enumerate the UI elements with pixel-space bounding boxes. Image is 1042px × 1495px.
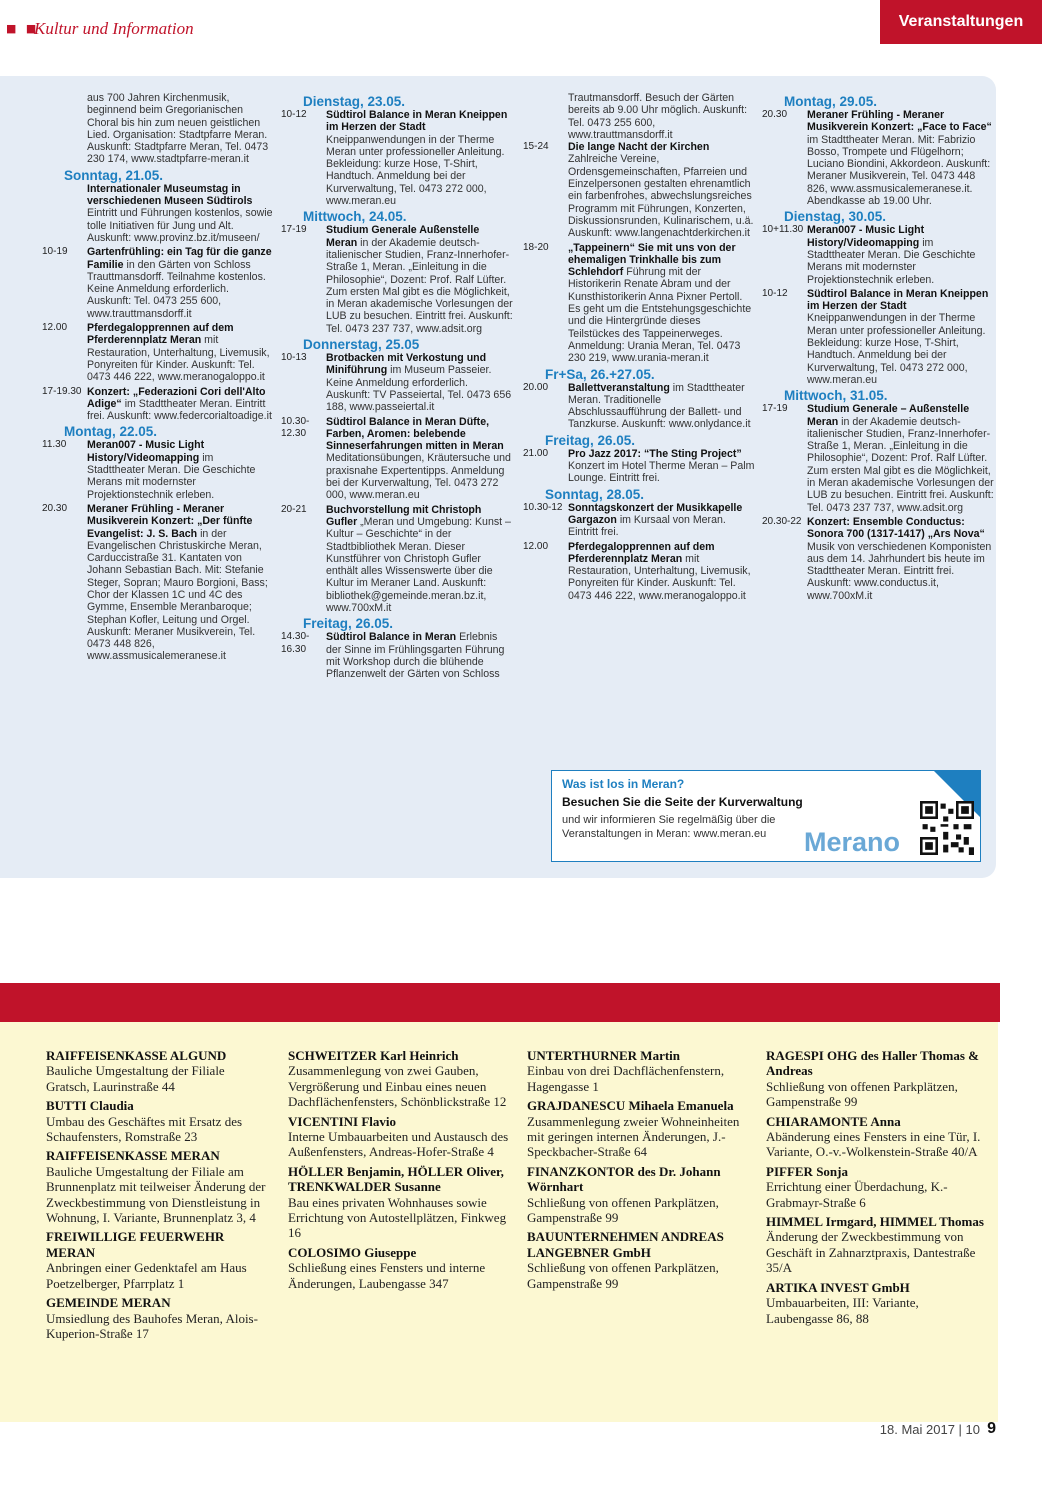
event-name: „Tappeinern“ Sie mit uns von der ehemaligen Trinkhalle bis zum Schlehdorf <box>568 241 736 279</box>
event-description: Zahlreiche Vereine, Ordensgemeinschaften, Pfarreien und Einzelpersonen gestalten ehrenamtlich ein farbenfrohes, abwechslungsreiches Programm mit Führungen, Konzerten, Diskussionsrunden, Kulinarischem, u.ä. Auskunft: www.langenachtderkirchen.it <box>568 153 754 240</box>
permit-item <box>288 1245 510 1291</box>
permit-item <box>527 1048 749 1094</box>
red-divider-bar <box>0 983 1000 1022</box>
permit-description: Zusammenlegung zweier Wohneinheiten mit geringen internen Änderungen, J.-Speckbacher-Straße 64 <box>527 1113 740 1160</box>
permit-applicant: GEMEINDE MERAN <box>46 1295 171 1311</box>
permit-applicant: RAIFFEISENKASSE MERAN <box>46 1148 220 1164</box>
event-description: im Stadttheater Meran. Traditionelle Abschlussaufführung der Ballett- und Tanzkurse. Auskunft: www.onlydance.it <box>568 381 751 431</box>
event-day-heading: Freitag, 26.05. <box>545 432 636 448</box>
event-description: „Meran und Umgebung: Kunst – Kultur – Geschichte“ in der Stadtbibliothek Meran. Dieser Kunstführer von Christoph Gufler enthält alles Wissenswerte über die Kultur im Meraner Land. Auskunft: bibliothek@gemeinde.meran.bz.it, www.700xM.it <box>326 515 511 614</box>
event-time: 20.30 <box>762 109 788 120</box>
event-description: im Stadttheater Meran. Eintritt frei. Auskunft: www.federcorialtoadige.it <box>87 397 272 423</box>
permit-description: Interne Umbauarbeiten und Austausch des Außenfensters, Andreas-Hofer-Straße 4 <box>288 1129 509 1160</box>
event-description: im Museum Passeier. Keine Anmeldung erforderlich. Auskunft: TV Passeiertal, Tel. 0473 656 188, www.passeiertal.it <box>326 364 512 414</box>
page-number: 9 <box>987 1420 996 1437</box>
event-time: 20.30 <box>42 502 68 514</box>
event-name: Gartenfrühling: ein Tag für die ganze Familie <box>87 246 272 271</box>
event-time: 10-12 <box>762 287 788 299</box>
events-column-4 <box>762 92 994 604</box>
event-description: mit Restauration, Unterhaltung, Livemusik, Ponyreiten für Kinder. Auskunft: Tel. 0473 446 222, www.meranogaloppo.it <box>87 334 270 384</box>
events-column-2 <box>281 92 513 682</box>
event-day-heading: Montag, 22.05. <box>64 424 158 440</box>
event-name: Die lange Nacht der Kirchen <box>568 141 710 154</box>
issue-date: 18. Mai 2017 | 10 <box>879 1422 980 1437</box>
event-day-heading: Freitag, 26.05. <box>303 616 394 632</box>
info-box-heading: Was ist los in Meran? <box>562 777 685 791</box>
event-time: 21.00 <box>523 447 549 459</box>
event-description: mit Restauration, Unterhaltung, Livemusik, Ponyreiten für Kinder. Auskunft: Tel. 0473 446 222, www.meranogaloppo.it <box>568 552 751 602</box>
permit-description: Schließung von offenen Parkplätzen, Gampenstraße 99 <box>527 1260 719 1291</box>
event-description: Meditationsübungen, Kräutersuche und praxisnahe Expertentipps. Anmeldung bei der Kurverwaltung, Tel. 0473 272 000, www.meran.eu <box>326 452 511 502</box>
event-item <box>523 541 755 602</box>
event-description: in der Akademie deutsch-italienischer Studien, Franz-Innerhofer-Straße 1, Meran. „Einleitung in die Philosophie“, Dozent: Prof. Ralf Lüfter. Zum ersten Mal gibt es die Möglichkeit, in Meran akademische Vorlesungen der LUB zu besuchen. Eintritt frei. Auskunft: Tel. 0473 237 737, www.adsit.org <box>807 415 994 514</box>
event-name: Ballettveranstaltung <box>568 381 670 394</box>
event-item <box>523 242 755 365</box>
event-day-heading: Dienstag, 30.05. <box>784 209 887 225</box>
event-name: Südtirol Balance in Meran Kneippen im Herzen der Stadt <box>326 109 508 134</box>
permit-item <box>46 1229 268 1291</box>
permit-description: Bau eines privaten Wohnhauses sowie Errichtung von Autostellplätzen, Finkweg 16 <box>288 1194 507 1241</box>
event-name: Pferdegalopprennen auf dem Pferderennplatz Meran <box>87 322 234 347</box>
permit-item <box>527 1098 749 1160</box>
event-time: 10.30-12 <box>523 501 563 513</box>
event-day-heading: Montag, 29.05. <box>784 94 878 109</box>
info-box-text: und wir informieren Sie regelmäßig über die Veranstaltungen in Meran: www.meran.eu <box>562 814 776 840</box>
event-name: Südtirol Balance in Meran Düfte, Farben, Aromen: belebende Sinneserfahrungen mitten in Meran <box>326 415 504 453</box>
permit-applicant: RAIFFEISENKASSE ALGUND <box>46 1048 227 1063</box>
event-time: 17-19 <box>281 224 307 236</box>
event-description: Kneippanwendungen in der Therme Meran unter professioneller Anleitung. Bekleidung: kurze Hose, T-Shirt, Handtuch. Anmeldung bei der Kurverwaltung, Tel. 0473 272 000, www.meran.eu <box>807 312 986 386</box>
permit-item <box>288 1048 510 1110</box>
event-day-heading: Donnerstag, 25.05 <box>303 337 420 353</box>
event-time: 10+11.30 <box>762 224 804 236</box>
event-item <box>42 386 274 423</box>
event-time: 12.00 <box>523 540 549 552</box>
event-name: Konzert: Ensemble Conductus: Sonora 700 (1317-1417) „Ars Nova“ <box>807 515 985 541</box>
event-continuation: aus 700 Jahren Kirchenmusik, beginnend beim Gregorianischen Choral bis hin zum neuen geistlichen Lied. Organisation: Stadtpfarre Meran. Auskunft: Stadtpfarre Meran, Tel. 0473 230 174, www.stadtpfarre-meran.it <box>87 92 269 166</box>
event-time: 20.30-22 <box>762 515 802 527</box>
event-name: Sonntagskonzert der Musikkapelle Gargazon <box>568 501 743 526</box>
permit-item <box>288 1114 510 1160</box>
event-item <box>762 109 994 207</box>
event-description: Führung mit der Historikerin Renate Abram und der Kunsthistorikerin Anna Pixner Pertoll. Es geht um die Entstehungsgeschichte und die Hintergründe dieses Teilstückes des Tappeinerweges. Anmeldung: Urania Meran, Tel. 0473 230 219, www.urania-meran.it <box>568 266 752 365</box>
permit-applicant: CHIARAMONTE Anna <box>766 1113 901 1129</box>
event-item <box>281 352 513 413</box>
event-name: Südtirol Balance in Meran <box>326 631 457 644</box>
event-item <box>762 288 994 386</box>
event-description: Eintritt und Führungen kostenlos, sowie tolle Initiativen für Jung und Alt. Auskunft: www.provinz.bz.it/museen/ <box>87 207 273 244</box>
event-name: Pro Jazz 2017: “The Sting Project” <box>568 447 742 460</box>
permit-description: Umbau des Geschäftes mit Ersatz des Schaufensters, Romstraße 23 <box>46 1113 243 1145</box>
permit-applicant: FREIWILLIGE FEUERWEHR MERAN <box>46 1229 225 1260</box>
event-description: in der Akademie deutsch-italienischer Studien, Franz-Innerhofer-Straße 1, Meran. „Einleitung in die Philosophie“, Dozent: Prof. Ralf Lüfter. Zum ersten Mal gibt es die Möglichkeit, in Meran akademische Vorlesungen der LUB zu besuchen. Eintritt frei. Auskunft: Tel. 0473 237 737, www.adsit.org <box>326 236 513 335</box>
permit-item <box>527 1229 749 1291</box>
event-time: 15-24 <box>523 141 549 153</box>
building-permits-panel <box>0 1022 998 1422</box>
event-time: 11.30 <box>42 439 67 451</box>
event-name: Südtirol Balance in Meran Kneippen im Herzen der Stadt <box>807 287 989 313</box>
event-name: Meran007 - Music Light History/Videomapping <box>807 224 925 249</box>
permit-description: Bauliche Umgestaltung der Filiale am Brunnenplatz mit teilweiser Änderung der Zweckbestimmung von Dienstleistung in Wohnung, I. Variante, Brunnenplatz 3, 4 <box>46 1163 266 1226</box>
event-name: Konzert: „Federazioni Cori dell'Alto Adige“ <box>87 385 266 410</box>
permit-description: Schließung von offenen Parkplätzen, Gampenstraße 99 <box>527 1194 719 1226</box>
events-column-1 <box>42 92 274 665</box>
permits-column-4 <box>766 1048 988 1330</box>
permit-applicant: COLOSIMO Giuseppe <box>288 1244 417 1260</box>
permit-description: Zusammenlegung von zwei Gauben, Vergrößerung und Einbau eines neuen Dachflächenfensters, Schönblickstraße 12 <box>288 1063 507 1110</box>
qr-code-icon <box>920 801 974 855</box>
event-day-heading: Dienstag, 23.05. <box>303 94 406 109</box>
event-item <box>281 224 513 335</box>
event-day-heading: Mittwoch, 31.05. <box>784 388 888 404</box>
event-description: in der Evangelischen Christuskirche Meran, Carduccistraße 31. Kantaten von Johann Sebastian Bach. Mit: Stefanie Steger, Sopran; Mauro Borgioni, Bass; Chor der Klassen 1C und 4C des Gymme, Ensemble Meranbaroque; Stephan Kofler, Leitung und Orgel. Auskunft: Meraner Musikverein, Tel. 0473 448 826, www.assmusicalemeranese.it <box>87 527 268 663</box>
event-item <box>42 183 274 244</box>
permit-description: Schließung von offenen Parkplätzen, Gampenstraße 99 <box>766 1078 958 1110</box>
info-box <box>551 770 981 862</box>
event-item <box>281 631 513 680</box>
event-item <box>281 416 513 502</box>
event-time: 10.30-12.30 <box>281 415 310 439</box>
event-continuation: Trautmansdorff. Besuch der Gärten bereits ab 9.00 Uhr möglich. Auskunft: Tel. 0473 255 600, www.trauttmansdorff.it <box>568 92 748 141</box>
event-name: Buchvorstellung mit Christoph Gufler <box>326 503 482 528</box>
event-item <box>42 439 274 500</box>
permit-item <box>766 1048 988 1110</box>
event-item <box>42 246 274 320</box>
event-time: 18-20 <box>523 241 549 253</box>
permit-description: Bauliche Umgestaltung der Filiale Gratsch, Laurinstraße 44 <box>46 1063 225 1094</box>
event-time: 10-19 <box>42 246 68 258</box>
event-time: 20-21 <box>281 503 307 515</box>
permit-description: Errichtung einer Überdachung, K.-Grabmayr-Straße 6 <box>766 1179 948 1210</box>
permit-description: Umbauarbeiten, III: Variante, Laubengasse 86, 88 <box>766 1295 919 1326</box>
permit-applicant: UNTERTHURNER Martin <box>527 1048 681 1063</box>
event-time: 14.30-16.30 <box>281 631 310 655</box>
event-name: Meraner Frühling - Meraner Musikverein Konzert: „Face to Face“ <box>807 109 992 134</box>
event-description: im Kursaal von Meran. Eintritt frei. <box>568 513 726 539</box>
permit-description: Einbau von drei Dachflächenfenstern, Hagengasse 1 <box>527 1063 725 1094</box>
permits-column-3 <box>527 1048 749 1295</box>
event-item <box>762 516 994 602</box>
event-description: im Stadttheater Meran. Die Geschichte Merans mit modernster Projektionstechnik erleben. <box>87 451 256 501</box>
event-name: Pferdegalopprennen auf dem Pferderennplatz Meran <box>568 540 715 565</box>
permit-applicant: HIMMEL Irmgard, HIMMEL Thomas <box>766 1214 984 1230</box>
event-description: Kneippanwendungen in der Therme Meran unter professioneller Anleitung. Bekleidung: kurze Hose, T-Shirt, Handtuch. Anmeldung bei der Kurverwaltung, Tel. 0473 272 000, www.meran.eu <box>326 133 505 208</box>
permit-item <box>288 1164 510 1241</box>
permit-description: Umsiedlung des Bauhofes Meran, Alois-Kuperion-Straße 17 <box>46 1310 258 1341</box>
event-day-heading: Fr+Sa, 26.+27.05. <box>545 366 655 382</box>
event-day-heading: Sonntag, 28.05. <box>545 486 645 502</box>
event-day-heading: Sonntag, 21.05. <box>64 167 164 183</box>
event-time: 20.00 <box>523 381 549 393</box>
event-item <box>281 504 513 615</box>
permit-description: Abänderung eines Fensters in eine Tür, I. Variante, O.-v.-Wolkenstein-Straße 40/A <box>766 1129 981 1160</box>
event-day-heading: Mittwoch, 24.05. <box>303 209 407 225</box>
event-description: im Stadttheater Meran. Die Geschichte Merans mit modernster Projektionstechnik erleben. <box>807 236 976 286</box>
event-description: in den Gärten von Schloss Trauttmansdorff. Teilnahme kostenlos. Keine Anmeldung erforderlich. Auskunft: Tel. 0473 255 600, www.trauttmansdorff.it <box>87 258 266 320</box>
event-item <box>523 502 755 539</box>
permit-applicant: RAGESPI OHG des Haller Thomas & Andreas <box>766 1048 979 1079</box>
event-item <box>281 109 513 207</box>
permit-applicant: ARTIKA INVEST GmbH <box>766 1279 910 1295</box>
section-title: Kultur und Information <box>34 19 194 38</box>
event-name: Studium Generale – Außenstelle Meran <box>807 403 970 428</box>
event-time: 17-19.30 <box>42 385 82 397</box>
event-item <box>762 224 994 285</box>
permit-applicant: FINANZKONTOR des Dr. Johann Wörnhart <box>527 1163 721 1195</box>
events-panel <box>0 76 996 878</box>
event-time: 17-19 <box>762 403 788 415</box>
section-tag: Veranstaltungen <box>880 0 1042 44</box>
permit-item <box>766 1114 988 1160</box>
event-time: 10-12 <box>281 109 307 120</box>
permit-applicant: SCHWEITZER Karl Heinrich <box>288 1048 459 1063</box>
event-name: Meraner Frühling - Meraner Musikverein Konzert: „Der fünfte Evangelist: J. S. Bach <box>87 502 253 540</box>
permit-item <box>766 1164 988 1210</box>
event-item <box>762 403 994 514</box>
permit-applicant: BAUUNTERNEHMEN ANDREAS LANGEBNER GmbH <box>527 1229 724 1260</box>
permit-applicant: HÖLLER Benjamin, HÖLLER Oliver, TRENKWALDER Susanne <box>288 1163 504 1195</box>
event-item <box>523 382 755 431</box>
permits-column-2 <box>288 1048 510 1295</box>
event-name: Brotbacken mit Verkostung und Miniführung <box>326 352 487 377</box>
permit-description: Änderung der Zweckbestimmung von Geschäft in Zahnarztpraxis, Dantestraße 35/A <box>766 1229 976 1276</box>
header-bullets: ■ ■ <box>6 22 40 35</box>
permit-applicant: PIFFER Sonja <box>766 1163 848 1179</box>
event-time: 10-13 <box>281 352 307 364</box>
permit-item <box>527 1164 749 1226</box>
permit-description: Schließung eines Fensters und interne Änderungen, Laubengasse 347 <box>288 1260 486 1291</box>
info-box-subheading: Besuchen Sie die Seite der Kurverwaltung <box>562 795 803 809</box>
permits-column-1 <box>46 1048 268 1345</box>
event-time: 12.00 <box>42 322 68 334</box>
event-description: Musik von verschiedenen Komponisten aus dem 14. Jahrhundert bis heute im Stadttheater Meran. Eintritt frei. Auskunft: www.conductus.it, www.700xM.it <box>807 540 992 602</box>
permit-applicant: GRAJDANESCU Mihaela Emanuela <box>527 1098 734 1114</box>
event-description: im Stadttheater Meran. Mit: Fabrizio Bosso, Trompete und Flügelhorn; Luciano Biondini, Akkordeon. Auskunft: Meraner Musikverein, Tel. 0473 448 826, www.assmusicalemeranese.it. Abendkasse ab 19.00 Uhr. <box>807 133 991 208</box>
event-item <box>523 448 755 485</box>
permit-item <box>46 1148 268 1225</box>
permit-item <box>46 1295 268 1341</box>
event-name: Internationaler Museumstag in verschiedenen Museen Südtirols <box>87 182 253 208</box>
event-item <box>42 503 274 663</box>
permit-item <box>46 1098 268 1144</box>
event-item <box>523 141 755 239</box>
event-name: Studium Generale Außenstelle Meran <box>326 224 480 249</box>
permit-item <box>766 1214 988 1276</box>
merano-logo: Merano <box>804 827 901 857</box>
event-description: Erlebnis der Sinne im Frühlingsgarten Führung mit Workshop durch die blühende Pflanzenwelt der Gärten von Schloss <box>326 631 505 681</box>
permit-applicant: VICENTINI Flavio <box>288 1113 396 1129</box>
event-description: Konzert im Hotel Therme Meran – Palm Lounge. Eintritt frei. <box>568 460 755 485</box>
event-name: Meran007 - Music Light History/Videomapping <box>87 439 205 464</box>
permit-item <box>46 1048 268 1094</box>
permit-item <box>766 1280 988 1326</box>
event-item <box>42 322 274 383</box>
permit-applicant: BUTTI Claudia <box>46 1098 134 1114</box>
events-column-3 <box>523 92 755 604</box>
permit-description: Anbringen einer Gedenktafel am Haus Poetzelberger, Pfarrplatz 1 <box>46 1260 247 1291</box>
